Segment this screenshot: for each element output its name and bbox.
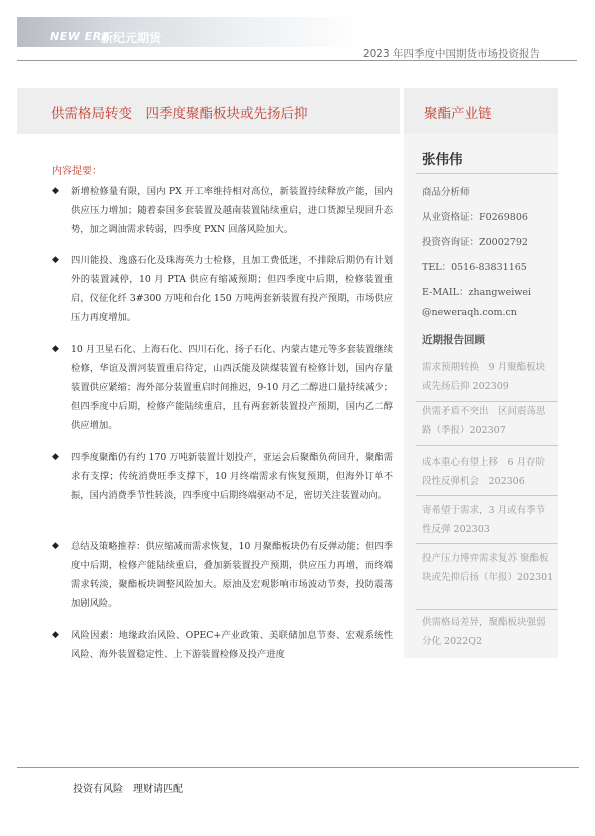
bullet-icon: ◆ [52, 541, 59, 551]
sidebar-header [404, 88, 558, 134]
sidebar-divider [416, 173, 558, 174]
page-header [0, 0, 595, 68]
analyst-invest-license: 投资咨询证：Z0002792 [422, 237, 528, 248]
summary-item: 新增检修量有限，国内 PX 开工率维持相对高位，新装置持续释放产能，国内供应压力增加；随着泰国多套装置及越南装置陆续重启，进口货源呈现回升态势，加之调油需求转弱，四季度 PXN 回落风险加大。 [71, 186, 393, 235]
analyst-name: 张伟伟 [422, 152, 463, 168]
analyst-role: 商品分析师 [422, 187, 470, 198]
report-series-title: 2023 年四季度中国期货市场投资报告 [362, 48, 540, 60]
bullet-icon: ◆ [52, 255, 59, 265]
recent-divider [416, 609, 558, 610]
risk-disclaimer: 投资有风险 理财请匹配 [73, 784, 183, 795]
analyst-tel: TEL：0516-83831165 [422, 262, 527, 273]
summary-heading: 内容提要： [52, 166, 102, 177]
sidebar [404, 88, 558, 658]
logo-english: NEW ERA [50, 30, 111, 43]
summary-item: 四季度聚酯仍有约 170 万吨新装置计划投产，亚运会后聚酯负荷回升，聚酯需求有支撑；传统消费旺季支撑下，10 月终端需求有恢复预期，但海外订单不振，国内消费季节性转淡，四季度中后期终端驱动不足，密切关注装置动向。 [71, 452, 393, 501]
recent-reports-title: 近期报告回顾 [422, 334, 485, 346]
logo-chinese: 新纪元期货 [101, 31, 162, 45]
summary-item: 总结及策略推荐：供应缩减而需求恢复，10 月聚酯板块仍有反弹动能；但四季度中后期，检修产能陆续重启，叠加新装置投产预期，供应压力再增，而终端需求转淡，聚酯板块调整风险加大。原油及宏观影响市场波动节奏，投防震荡加剧风险。 [71, 541, 393, 609]
summary-item: 四川能投、逸盛石化及珠海英力士检修，且加工费低迷，不排除后期仍有计划外的装置减停，10 月 PTA 供应有缩减预期；但四季度中后期，检修装置重启，仪征化纤 3#300 万吨和台化 150 万吨两套新装置有投产预期，市场供应压力再度增加。 [71, 255, 393, 323]
recent-divider [416, 543, 558, 544]
summary-item: 风险因素：地缘政治风险、OPEC+产业政策、美联储加息节奏、宏观系统性风险、海外装置稳定性、上下游装置检修及投产进度 [71, 630, 393, 660]
title-band [17, 88, 400, 134]
recent-report-item[interactable]: 需求预期转换 9 月聚酯板块或先扬后抑 202309 [422, 362, 546, 392]
recent-report-item[interactable]: 供需格局差异，聚酯板块强弱分化 2022Q2 [422, 617, 546, 647]
recent-report-item[interactable]: 投产压力博弈需求复苏 聚酯板块或先抑后扬（年报）202301 [422, 553, 554, 583]
analyst-email: E-MAIL：zhangweiwei [422, 287, 532, 298]
recent-divider [416, 445, 558, 446]
footer-divider [17, 767, 579, 768]
bullet-icon: ◆ [52, 630, 59, 640]
bullet-icon: ◆ [52, 452, 59, 462]
recent-report-item[interactable]: 成本重心有望上移 6 月存阶段性反弹机会 202306 [422, 457, 546, 487]
recent-report-item[interactable]: 供需矛盾不突出 区间震荡思路（季报）202307 [422, 406, 546, 436]
bullet-icon: ◆ [52, 344, 59, 354]
analyst-email-domain: @neweraqh.com.cn [422, 307, 517, 318]
industry-chain-title: 聚酯产业链 [424, 106, 492, 122]
recent-report-item[interactable]: 寄希望于需求，3 月或有季节性反弹 202303 [422, 505, 546, 535]
bullet-icon: ◆ [52, 186, 59, 196]
page-title: 供需格局转变 四季度聚酯板块或先扬后抑 [51, 106, 308, 122]
analyst-license: 从业资格证：F0269806 [422, 212, 528, 223]
summary-item: 10 月卫星石化、上海石化、四川石化、扬子石化、内蒙古建元等多套装置继续检修，华谊及渭河装置重启待定，山西沃能及陕煤装置有检修计划，国内存量装置供应紧缩；海外部分装置重启时间推迟，9-10 月乙二醇进口量持续减少；但四季度中后期，检修产能陆续重启，且有两套新装置投产预期，国内乙二醇供应增加。 [71, 344, 393, 431]
header-divider [17, 60, 577, 61]
recent-divider [416, 495, 558, 496]
